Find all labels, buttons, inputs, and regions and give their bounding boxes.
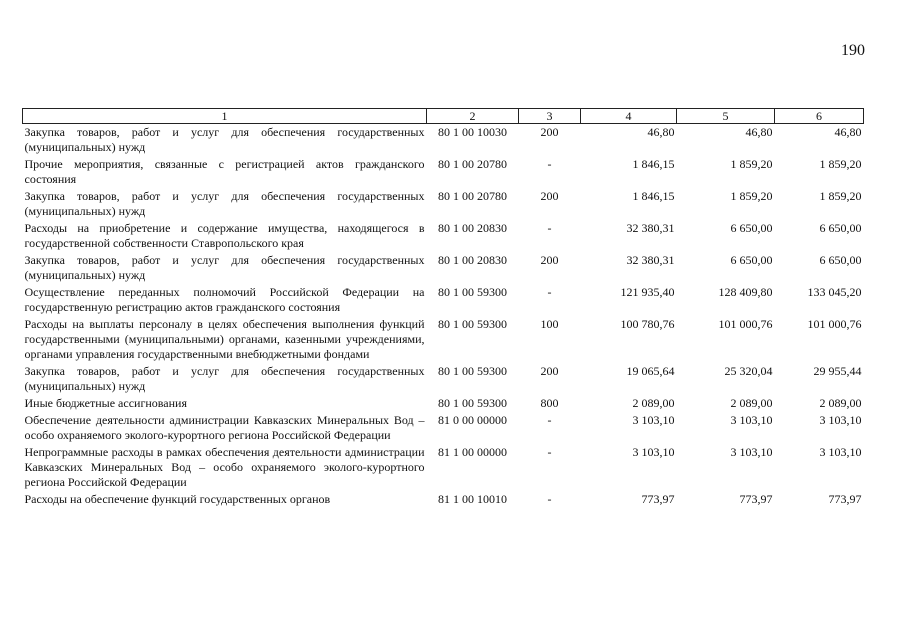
budget-table [22,108,864,508]
row-expense-type: - [547,157,552,171]
row-code: 80 1 00 20830 [438,253,507,267]
row-value-1: 3 103,10 [632,413,675,427]
row-value-2: 3 103,10 [730,445,773,459]
header-col-5: 5 [677,109,775,124]
row-value-1: 19 065,64 [626,364,675,378]
row-code: 81 0 00 00000 [438,413,507,427]
row-code: 80 1 00 20780 [438,189,507,203]
row-code: 81 1 00 10010 [438,492,507,506]
header-col-2: 2 [427,109,519,124]
row-value-3: 6 650,00 [819,253,862,267]
table-row [23,363,864,395]
row-expense-type: - [547,221,552,235]
row-code: 80 1 00 59300 [438,364,507,378]
row-name: Непрограммные расходы в рамках обеспечения деятельности администрации Кавказских Минеральных Вод – особо охраняемого эколого-курортного региона Российской Федерации [24,445,425,489]
row-value-1: 1 846,15 [632,189,675,203]
row-code: 80 1 00 10030 [438,125,507,139]
row-code: 80 1 00 20780 [438,157,507,171]
row-value-1: 32 380,31 [626,221,675,235]
row-value-3: 6 650,00 [819,221,862,235]
row-name: Закупка товаров, работ и услуг для обеспечения государственных (муниципальных) нужд [24,189,425,218]
row-name: Закупка товаров, работ и услуг для обеспечения государственных (муниципальных) нужд [24,253,425,282]
row-value-2: 46,80 [745,125,773,139]
row-expense-type: 200 [540,364,559,378]
table-row [23,444,864,491]
row-value-2: 25 320,04 [724,364,773,378]
header-col-6: 6 [775,109,864,124]
table-row [23,156,864,188]
table-row [23,412,864,444]
row-value-2: 3 103,10 [730,413,773,427]
row-name: Расходы на выплаты персоналу в целях обеспечения выполнения функций государственными (муниципальными) органами, казенными учреждениями, органами управления государственными внебюджетными фондами [24,317,425,361]
row-value-3: 101 000,76 [807,317,862,331]
table-row [23,188,864,220]
row-value-2: 1 859,20 [730,157,773,171]
table-row [23,284,864,316]
row-expense-type: 100 [540,317,559,331]
row-expense-type: - [547,413,552,427]
row-value-2: 128 409,80 [718,285,773,299]
row-value-1: 1 846,15 [632,157,675,171]
row-value-3: 3 103,10 [819,445,862,459]
row-name: Прочие мероприятия, связанные с регистрацией актов гражданского состояния [24,157,425,186]
table-header-row [23,109,864,124]
row-value-3: 46,80 [834,125,862,139]
header-col-3: 3 [519,109,581,124]
table-row [23,316,864,363]
row-value-3: 133 045,20 [807,285,862,299]
row-value-2: 6 650,00 [730,253,773,267]
row-expense-type: - [547,445,552,459]
row-name: Обеспечение деятельности администрации Кавказских Минеральных Вод – особо охраняемого эколого-курортного региона Российской Федерации [24,413,425,442]
row-code: 80 1 00 20830 [438,221,507,235]
row-expense-type: - [547,492,552,506]
row-value-3: 773,97 [828,492,862,506]
row-value-1: 32 380,31 [626,253,675,267]
row-value-3: 29 955,44 [813,364,862,378]
row-value-1: 100 780,76 [620,317,675,331]
row-name: Расходы на обеспечение функций государственных органов [24,492,331,506]
row-expense-type: 200 [540,125,559,139]
row-name: Расходы на приобретение и содержание имущества, находящегося в государственной собственности Ставропольского края [24,221,425,250]
page-number: 190 [841,42,865,59]
row-name: Осуществление переданных полномочий Российской Федерации на государственную регистрацию актов гражданского состояния [24,285,425,314]
row-name: Иные бюджетные ассигнования [24,396,187,410]
row-expense-type: 200 [540,189,559,203]
row-value-2: 2 089,00 [730,396,773,410]
row-value-2: 1 859,20 [730,189,773,203]
row-code: 80 1 00 59300 [438,396,507,410]
table-row [23,124,864,157]
table-row [23,395,864,412]
row-expense-type: 200 [540,253,559,267]
row-code: 80 1 00 59300 [438,285,507,299]
row-name: Закупка товаров, работ и услуг для обеспечения государственных (муниципальных) нужд [24,125,425,154]
row-expense-type: 800 [540,396,559,410]
row-value-1: 46,80 [647,125,675,139]
table-row [23,252,864,284]
row-value-3: 1 859,20 [819,157,862,171]
row-value-2: 101 000,76 [718,317,773,331]
header-col-1: 1 [23,109,427,124]
row-expense-type: - [547,285,552,299]
row-value-1: 2 089,00 [632,396,675,410]
row-value-3: 3 103,10 [819,413,862,427]
row-value-2: 6 650,00 [730,221,773,235]
row-value-1: 121 935,40 [620,285,675,299]
row-value-3: 2 089,00 [819,396,862,410]
row-name: Закупка товаров, работ и услуг для обеспечения государственных (муниципальных) нужд [24,364,425,393]
header-col-4: 4 [581,109,677,124]
row-value-2: 773,97 [739,492,773,506]
row-code: 80 1 00 59300 [438,317,507,331]
row-value-1: 3 103,10 [632,445,675,459]
row-value-1: 773,97 [641,492,675,506]
table-row [23,220,864,252]
row-value-3: 1 859,20 [819,189,862,203]
row-code: 81 1 00 00000 [438,445,507,459]
table-row [23,491,864,508]
